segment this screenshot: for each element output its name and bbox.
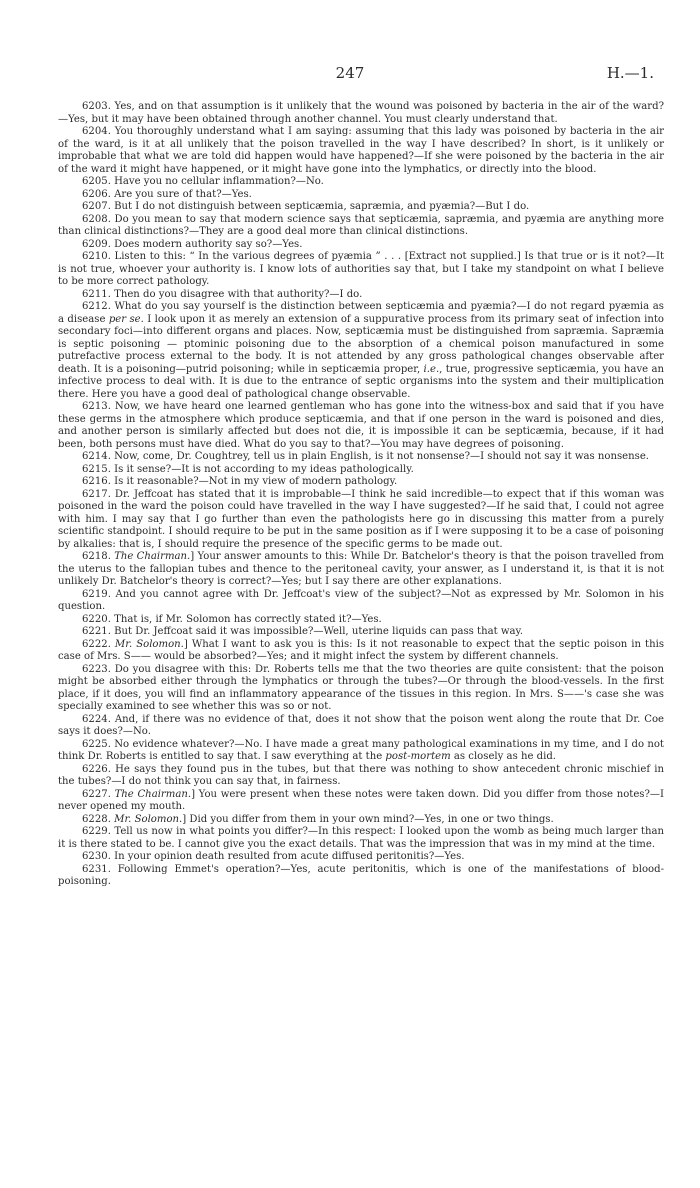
paragraph-text: 6210. Listen to this: “ In the various degrees of pyæmia ” . . . [Extract not supplied.] Is that true or is it not?—It is not true, whoever your authority is. I know lots of authorities say that, but I take my standpoint on what I believe to be more correct pathology. (58, 251, 664, 287)
testimony-paragraph (58, 826, 664, 851)
paragraph-text: 6213. Now, we have heard one learned gentleman who has gone into the witness-box and said that if you have these germs in the atmosphere which produce septicæmia, and that if one person in the ward is poisoned and dies, and another person is similarly affected but does not die, it is impossible it can be septicæmia, because, if it had been, both persons must have died. What do you say to that?—You may have degrees of poisoning. (58, 401, 664, 450)
paragraph-text: 6231. Following Emmet's operation?—Yes, acute peritonitis, which is one of the manifestations of blood-poisoning. (58, 863, 664, 887)
testimony-paragraph (58, 189, 664, 202)
paragraph-text: ] What I want to ask you is this: Is it not reasonable to expect that the septic poison in this case of Mrs. S—— would be absorbed?—Yes; and it might infect the system by different channels. (58, 638, 665, 662)
testimony-paragraph (58, 489, 664, 552)
paragraph-text: 6207. But I do not distinguish between septicæmia, sapræmia, and pyæmia?—But I do. (82, 201, 530, 212)
paragraph-text: 6218. (82, 551, 115, 562)
paragraph-text: 6209. Does modern authority say so?—Yes. (82, 238, 303, 250)
paragraph-text: 6226. He says they found pus in the tubes, but that there was nothing to show antecedent chronic mischief in the tubes?—I do not think you can say that, in fairness. (58, 763, 664, 787)
paragraph-text: ] Did you differ from them in your own mind?—Yes, in one or two things. (182, 813, 554, 825)
page-number: 247 (335, 64, 365, 82)
testimony-paragraph (58, 301, 664, 401)
paragraph-text: 6225. No evidence whatever?—No. I have made a great many pathological examinations in my time, and I do not think Dr. Roberts is entitled to say that. I saw everything at the (58, 738, 664, 762)
testimony-paragraph (58, 864, 664, 889)
testimony-paragraph (58, 126, 664, 176)
testimony-paragraph (58, 476, 664, 489)
testimony-paragraph (58, 451, 664, 464)
testimony-paragraph (58, 639, 664, 664)
testimony-paragraph (58, 239, 664, 252)
paragraph-text: 6205. Have you no cellular inflammation?—No. (82, 176, 324, 187)
page-header (0, 64, 700, 88)
paragraph-text: 6229. Tell us now in what points you differ?—In this respect: I looked upon the womb as being much larger than it is there stated to be. I cannot give you the exact details. That was the impression that was in my mind at the time. (58, 826, 664, 850)
testimony-paragraph (58, 201, 664, 214)
paragraph-text: 6228. (82, 813, 115, 825)
testimony-paragraph (58, 789, 664, 814)
testimony-paragraph (58, 814, 664, 827)
testimony-paragraph (58, 251, 664, 289)
paragraph-text: 6224. And, if there was no evidence of that, does it not show that the poison went along the route that Dr. Coe says it does?—No. (58, 713, 664, 737)
paragraph-text: ] You were present when these notes were taken down. Did you differ from those notes?—I never opened my mouth. (58, 788, 664, 812)
paragraph-text: 6211. Then do you disagree with that authority?—I do. (82, 288, 363, 300)
paragraph-text: 6216. Is it reasonable?—Not in my view of modern pathology. (82, 476, 398, 487)
testimony-paragraph (58, 614, 664, 627)
testimony-paragraph (58, 464, 664, 477)
testimony-paragraph (58, 289, 664, 302)
testimony-paragraph (58, 176, 664, 189)
testimony-paragraph (58, 664, 664, 714)
testimony-paragraph (58, 401, 664, 451)
italic-text: Mr. Solomon. (114, 813, 183, 825)
paragraph-text: 6217. Dr. Jeffcoat has stated that it is improbable—I think he said incredible—to expect that if this woman was poisoned in the ward the poison could have travelled in the way I have suggested?—If he said that, I could not agree with him. I may say that I go further than even the pathologists here go in discussing this matter from a purely scientific standpoint. I should require to be put in the same position as if I were supposing it to be a case of poisoning by alkalies: that is, I should require the presence of the specific germs to be made out. (58, 488, 664, 550)
testimony-paragraph (58, 626, 664, 639)
paragraph-text: 6221. But Dr. Jeffcoat said it was impossible?—Well, uterine liquids can pass that way. (82, 626, 524, 637)
italic-text: post-mortem (385, 751, 451, 762)
italic-text: The Chairman. (114, 788, 192, 800)
paragraph-text: 6214. Now, come, Dr. Coughtrey, tell us in plain English, is it not nonsense?—I should not say it was nonsense. (82, 451, 650, 462)
testimony-paragraph (58, 739, 664, 764)
testimony-paragraph (58, 214, 664, 239)
paragraph-text: 6223. Do you disagree with this: Dr. Roberts tells me that the two theories are quite consistent: that the poison might be absorbed either through the lymphatics or through the tubes?—Or through the blood-vessels. In the first place, if it does, you will find an inflammatory appearance of the tissues in this region. In Mrs. S——'s case she was specially examined to see whether this was so or not. (58, 663, 664, 712)
paragraph-text: 6204. You thoroughly understand what I am saying: assuming that this lady was poisoned by bacteria in the air of the ward, is it at all unlikely that the poison travelled in the way I have described? In short, is it unlikely or improbable that what we are told did happen would have happened?—If she were poisoned by the bacteria in the air of the ward it might have happened, or it might have gone into the lymphatics, or directly into the blood. (58, 126, 664, 175)
italic-text: i.e. (423, 363, 440, 375)
testimony-paragraph (58, 589, 664, 614)
testimony-paragraph (58, 851, 664, 864)
paragraph-text: as closely as he did. (450, 751, 557, 762)
paragraph-text: . I look upon it as merely an extension of a suppurative process from its primary seat of infection into secondary foci—into different organs and places. Now, septicæmia must be distinguished from sapræmia. Sapræmia is septic poisoning — ptominic poisoning due to the absorption of a chemical poison manufactured in some putrefactive process external to the body. It is not attended by any gross pathological changes observable after death. It is a poisoning—putrid poisoning; while in septicæmia proper, (58, 313, 665, 375)
paragraph-text: 6215. Is it sense?—It is not according to my ideas pathologically. (82, 463, 414, 475)
paragraph-text: ] Your answer amounts to this: While Dr. Batchelor's theory is that the poison travelled from the uterus to the fallopian tubes and thence to the peritoneal cavity, your answer, as I understand it, is that it is not unlikely Dr. Batchelor's theory is correct?—Yes; but I say there are other explanations. (58, 551, 664, 587)
paragraph-text: 6212. What do you say yourself is the distinction between septicæmia and pyæmia?—I do not regard pyæmia as a disease (58, 301, 664, 325)
italic-text: Mr. Solomon. (114, 638, 184, 650)
italic-text: The Chairman. (114, 551, 191, 562)
paragraph-text: 6230. In your opinion death resulted from acute diffused peritonitis?—Yes. (82, 851, 465, 862)
testimony-body (58, 101, 664, 889)
paragraph-text: 6227. (82, 788, 115, 800)
paragraph-text: 6219. And you cannot agree with Dr. Jeffcoat's view of the subject?—Not as expressed by Mr. Solomon in his question. (58, 588, 664, 612)
paragraph-text: 6206. Are you sure of that?—Yes. (82, 188, 252, 200)
paragraph-text: 6203. Yes, and on that assumption is it unlikely that the wound was poisoned by bacteria in the air of the ward?—Yes, but it may have been obtained through another channel. You must clearly understand that. (58, 101, 664, 125)
paragraph-text: 6220. That is, if Mr. Solomon has correctly stated it?—Yes. (82, 613, 382, 625)
testimony-paragraph (58, 764, 664, 789)
paragraph-text: 6222. (82, 638, 115, 650)
running-head: H.—1. (606, 64, 654, 82)
testimony-paragraph (58, 551, 664, 589)
paragraph-text: 6208. Do you mean to say that modern science says that septicæmia, sapræmia, and pyæmia are anything more than clinical distinctions?—They are a good deal more than clinical distinctions. (58, 213, 664, 237)
paragraph-text: , true, progressive septicæmia, you have an infective process to deal with. It is due to the entrance of septic organisms into the system and their multiplication there. Here you have a good deal of pathological change observable. (58, 363, 664, 400)
italic-text: per se (108, 313, 141, 325)
testimony-paragraph (58, 101, 664, 126)
testimony-paragraph (58, 714, 664, 739)
